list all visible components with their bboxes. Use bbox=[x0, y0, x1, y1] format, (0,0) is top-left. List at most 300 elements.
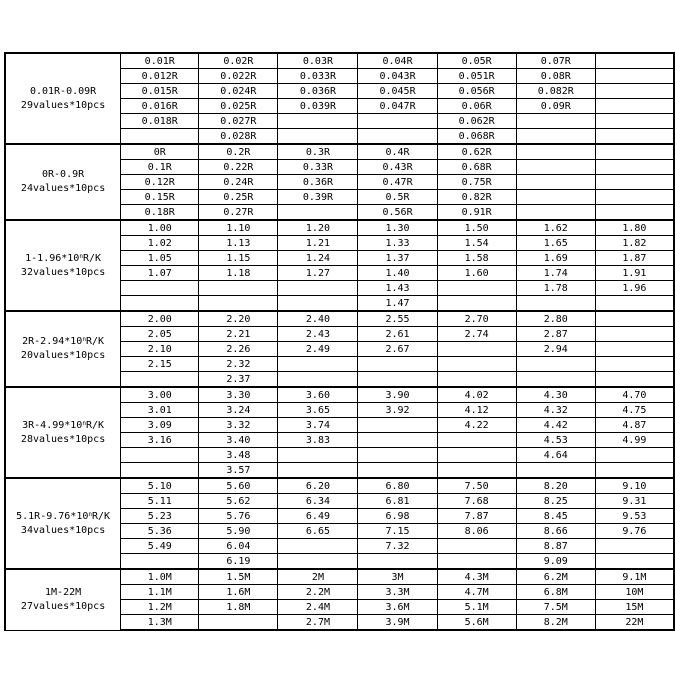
value-cell: 0.012R bbox=[121, 69, 199, 84]
value-cell bbox=[516, 463, 595, 479]
value-cell: 8.2M bbox=[516, 615, 595, 631]
value-cell: 5.90 bbox=[199, 524, 278, 539]
value-cell: 6.2M bbox=[516, 569, 595, 585]
value-cell: 0.03R bbox=[278, 53, 358, 69]
value-cell: 2.80 bbox=[516, 311, 595, 327]
value-cell: 8.25 bbox=[516, 494, 595, 509]
value-cell: 2M bbox=[278, 569, 358, 585]
value-cell: 0.08R bbox=[516, 69, 595, 84]
value-cell: 0.27R bbox=[199, 205, 278, 221]
value-cell bbox=[358, 554, 437, 570]
value-cell bbox=[595, 372, 674, 388]
value-cell: 0.027R bbox=[199, 114, 278, 129]
value-cell: 0.024R bbox=[199, 84, 278, 99]
value-cell: 1.69 bbox=[516, 251, 595, 266]
value-cell bbox=[595, 554, 674, 570]
value-cell: 0.62R bbox=[437, 144, 516, 160]
value-cell bbox=[516, 160, 595, 175]
value-cell: 7.68 bbox=[437, 494, 516, 509]
value-cell: 2.7M bbox=[278, 615, 358, 631]
value-cell bbox=[595, 160, 674, 175]
value-cell: 4.87 bbox=[595, 418, 674, 433]
group-label bbox=[5, 387, 121, 478]
value-cell: 7.15 bbox=[358, 524, 437, 539]
value-cell: 1.13 bbox=[199, 236, 278, 251]
value-cell: 0.062R bbox=[437, 114, 516, 129]
value-cell: 0.07R bbox=[516, 53, 595, 69]
value-cell: 3.90 bbox=[358, 387, 437, 403]
group-count-subtitle: 34values*10pcs bbox=[20, 524, 106, 536]
value-cell bbox=[516, 129, 595, 145]
value-cell: 6.65 bbox=[278, 524, 358, 539]
value-cell: 1.65 bbox=[516, 236, 595, 251]
value-cell: 1.74 bbox=[516, 266, 595, 281]
table-row bbox=[5, 569, 674, 585]
value-cell bbox=[278, 205, 358, 221]
value-cell bbox=[121, 296, 199, 312]
value-cell bbox=[595, 144, 674, 160]
table-row bbox=[5, 144, 674, 160]
value-cell bbox=[199, 281, 278, 296]
value-cell bbox=[595, 463, 674, 479]
value-cell bbox=[516, 296, 595, 312]
value-cell bbox=[358, 448, 437, 463]
value-cell bbox=[437, 463, 516, 479]
value-cell: 2.87 bbox=[516, 327, 595, 342]
value-cell: 3.65 bbox=[278, 403, 358, 418]
value-cell: 4.53 bbox=[516, 433, 595, 448]
value-cell: 0.68R bbox=[437, 160, 516, 175]
group-label bbox=[5, 569, 121, 630]
value-cell: 1.87 bbox=[595, 251, 674, 266]
group-label bbox=[5, 478, 121, 569]
value-cell: 5.76 bbox=[199, 509, 278, 524]
value-cell: 1.40 bbox=[358, 266, 437, 281]
value-cell: 4.70 bbox=[595, 387, 674, 403]
value-cell bbox=[358, 114, 437, 129]
value-cell: 5.23 bbox=[121, 509, 199, 524]
exponent-superscript: n bbox=[82, 336, 86, 343]
value-cell bbox=[595, 175, 674, 190]
group-label bbox=[5, 311, 121, 387]
value-cell: 0.045R bbox=[358, 84, 437, 99]
value-cell: 0.91R bbox=[437, 205, 516, 221]
value-cell: 0.82R bbox=[437, 190, 516, 205]
value-cell: 3.32 bbox=[199, 418, 278, 433]
value-cell: 0.033R bbox=[278, 69, 358, 84]
value-cell: 6.20 bbox=[278, 478, 358, 494]
value-cell: 8.45 bbox=[516, 509, 595, 524]
value-cell: 2.26 bbox=[199, 342, 278, 357]
value-cell: 0.036R bbox=[278, 84, 358, 99]
resistor-value-table bbox=[4, 52, 675, 631]
value-cell: 8.87 bbox=[516, 539, 595, 554]
value-cell: 2.37 bbox=[199, 372, 278, 388]
value-cell: 0.5R bbox=[358, 190, 437, 205]
value-cell: 0.015R bbox=[121, 84, 199, 99]
value-cell: 3.16 bbox=[121, 433, 199, 448]
value-cell bbox=[595, 69, 674, 84]
value-cell: 2.00 bbox=[121, 311, 199, 327]
value-cell: 8.06 bbox=[437, 524, 516, 539]
value-cell: 0.056R bbox=[437, 84, 516, 99]
value-cell: 1.60 bbox=[437, 266, 516, 281]
value-cell bbox=[278, 281, 358, 296]
value-cell: 1.07 bbox=[121, 266, 199, 281]
value-cell: 8.66 bbox=[516, 524, 595, 539]
value-cell: 5.60 bbox=[199, 478, 278, 494]
value-cell bbox=[278, 539, 358, 554]
value-cell: 1.47 bbox=[358, 296, 437, 312]
value-cell: 3.6M bbox=[358, 600, 437, 615]
value-cell: 4.75 bbox=[595, 403, 674, 418]
value-cell: 0.018R bbox=[121, 114, 199, 129]
value-cell: 0.1R bbox=[121, 160, 199, 175]
value-cell: 0.047R bbox=[358, 99, 437, 114]
value-cell: 4.7M bbox=[437, 585, 516, 600]
value-cell: 4.22 bbox=[437, 418, 516, 433]
value-cell: 9.76 bbox=[595, 524, 674, 539]
value-cell: 1.1M bbox=[121, 585, 199, 600]
value-cell: 0.36R bbox=[278, 175, 358, 190]
value-cell bbox=[199, 296, 278, 312]
value-cell bbox=[595, 342, 674, 357]
value-cell: 0.4R bbox=[358, 144, 437, 160]
group-label bbox=[5, 220, 121, 311]
value-cell: 1.5M bbox=[199, 569, 278, 585]
value-cell: 2.05 bbox=[121, 327, 199, 342]
value-cell bbox=[121, 129, 199, 145]
value-cell: 0.33R bbox=[278, 160, 358, 175]
value-cell: 0.75R bbox=[437, 175, 516, 190]
table-row bbox=[5, 478, 674, 494]
value-cell: 0.02R bbox=[199, 53, 278, 69]
value-cell: 9.09 bbox=[516, 554, 595, 570]
value-cell: 1.82 bbox=[595, 236, 674, 251]
group-range-title: 2R-2.94*10$^n$R/K bbox=[22, 336, 105, 347]
value-cell: 1.00 bbox=[121, 220, 199, 236]
value-cell bbox=[595, 357, 674, 372]
value-cell: 2.49 bbox=[278, 342, 358, 357]
table-row bbox=[5, 53, 674, 69]
value-cell: 0.01R bbox=[121, 53, 199, 69]
group-count-subtitle: 28values*10pcs bbox=[20, 433, 106, 445]
value-cell: 3.40 bbox=[199, 433, 278, 448]
value-cell: 4.42 bbox=[516, 418, 595, 433]
value-cell: 2.67 bbox=[358, 342, 437, 357]
group-count-subtitle: 27values*10pcs bbox=[20, 600, 106, 612]
value-cell: 4.99 bbox=[595, 433, 674, 448]
value-cell: 1.24 bbox=[278, 251, 358, 266]
value-cell: 1.58 bbox=[437, 251, 516, 266]
value-cell: 1.78 bbox=[516, 281, 595, 296]
group-range-title: 3R-4.99*10$^n$R/K bbox=[22, 419, 105, 431]
exponent-superscript: n bbox=[88, 510, 92, 518]
value-cell bbox=[516, 357, 595, 372]
value-cell bbox=[516, 175, 595, 190]
value-cell: 4.3M bbox=[437, 569, 516, 585]
value-cell: 4.32 bbox=[516, 403, 595, 418]
value-cell: 0.22R bbox=[199, 160, 278, 175]
exponent-superscript: n bbox=[82, 419, 86, 427]
group-range-title: 0.01R-0.09R bbox=[29, 85, 97, 97]
value-cell bbox=[516, 190, 595, 205]
value-cell: 2.32 bbox=[199, 357, 278, 372]
value-cell: 3.00 bbox=[121, 387, 199, 403]
value-cell bbox=[358, 129, 437, 145]
value-cell: 3.3M bbox=[358, 585, 437, 600]
value-cell bbox=[278, 114, 358, 129]
value-cell: 3.57 bbox=[199, 463, 278, 479]
value-cell: 1.27 bbox=[278, 266, 358, 281]
value-cell: 1.2M bbox=[121, 600, 199, 615]
value-cell: 2.15 bbox=[121, 357, 199, 372]
value-cell bbox=[595, 99, 674, 114]
value-cell bbox=[595, 114, 674, 129]
value-cell bbox=[278, 357, 358, 372]
value-cell: 0.56R bbox=[358, 205, 437, 221]
value-cell: 1.62 bbox=[516, 220, 595, 236]
value-cell: 7.87 bbox=[437, 509, 516, 524]
value-cell: 0.082R bbox=[516, 84, 595, 99]
value-cell: 6.98 bbox=[358, 509, 437, 524]
value-cell: 10M bbox=[595, 585, 674, 600]
value-cell: 0.068R bbox=[437, 129, 516, 145]
value-cell: 5.62 bbox=[199, 494, 278, 509]
value-cell: 0.039R bbox=[278, 99, 358, 114]
value-cell bbox=[595, 53, 674, 69]
table-row bbox=[5, 220, 674, 236]
value-cell: 4.64 bbox=[516, 448, 595, 463]
value-cell bbox=[278, 129, 358, 145]
value-cell: 3.48 bbox=[199, 448, 278, 463]
value-cell: 0R bbox=[121, 144, 199, 160]
value-cell: 8.20 bbox=[516, 478, 595, 494]
value-cell bbox=[516, 114, 595, 129]
value-cell: 0.15R bbox=[121, 190, 199, 205]
value-cell bbox=[595, 448, 674, 463]
value-cell bbox=[121, 463, 199, 479]
value-cell bbox=[437, 539, 516, 554]
value-cell: 2.61 bbox=[358, 327, 437, 342]
value-cell: 9.31 bbox=[595, 494, 674, 509]
value-cell: 5.36 bbox=[121, 524, 199, 539]
value-cell: 0.051R bbox=[437, 69, 516, 84]
value-cell: 2.2M bbox=[278, 585, 358, 600]
value-cell: 5.11 bbox=[121, 494, 199, 509]
value-cell bbox=[358, 433, 437, 448]
value-cell: 5.6M bbox=[437, 615, 516, 631]
value-cell: 4.30 bbox=[516, 387, 595, 403]
value-cell: 1.33 bbox=[358, 236, 437, 251]
value-cell bbox=[437, 357, 516, 372]
value-cell bbox=[358, 372, 437, 388]
value-cell: 3.24 bbox=[199, 403, 278, 418]
value-cell bbox=[595, 327, 674, 342]
value-cell bbox=[595, 311, 674, 327]
group-range-title: 1-1.96*10$^n$R/K bbox=[25, 252, 102, 264]
value-cell bbox=[121, 554, 199, 570]
value-cell: 1.54 bbox=[437, 236, 516, 251]
value-cell: 3.30 bbox=[199, 387, 278, 403]
value-cell bbox=[278, 448, 358, 463]
value-cell: 2.10 bbox=[121, 342, 199, 357]
value-cell bbox=[358, 357, 437, 372]
value-cell: 0.39R bbox=[278, 190, 358, 205]
value-cell: 2.94 bbox=[516, 342, 595, 357]
value-cell: 0.43R bbox=[358, 160, 437, 175]
value-cell: 6.80 bbox=[358, 478, 437, 494]
value-cell: 1.96 bbox=[595, 281, 674, 296]
value-cell: 1.0M bbox=[121, 569, 199, 585]
value-cell: 5.10 bbox=[121, 478, 199, 494]
value-cell: 1.02 bbox=[121, 236, 199, 251]
value-cell: 2.70 bbox=[437, 311, 516, 327]
value-cell bbox=[516, 372, 595, 388]
value-cell bbox=[437, 554, 516, 570]
value-cell: 15M bbox=[595, 600, 674, 615]
value-cell: 1.18 bbox=[199, 266, 278, 281]
value-cell: 2.55 bbox=[358, 311, 437, 327]
group-range-title: 1M-22M bbox=[45, 586, 82, 598]
value-cell bbox=[595, 296, 674, 312]
value-cell: 1.37 bbox=[358, 251, 437, 266]
value-cell: 1.50 bbox=[437, 220, 516, 236]
value-cell: 2.74 bbox=[437, 327, 516, 342]
value-cell: 3.09 bbox=[121, 418, 199, 433]
value-cell: 0.18R bbox=[121, 205, 199, 221]
value-cell: 1.05 bbox=[121, 251, 199, 266]
group-label bbox=[5, 53, 121, 144]
value-cell: 9.1M bbox=[595, 569, 674, 585]
value-cell: 0.06R bbox=[437, 99, 516, 114]
value-cell: 7.5M bbox=[516, 600, 595, 615]
value-cell: 9.10 bbox=[595, 478, 674, 494]
value-cell: 0.47R bbox=[358, 175, 437, 190]
value-cell: 1.3M bbox=[121, 615, 199, 631]
value-cell: 7.32 bbox=[358, 539, 437, 554]
value-cell: 0.09R bbox=[516, 99, 595, 114]
value-cell bbox=[595, 539, 674, 554]
value-cell: 3.83 bbox=[278, 433, 358, 448]
value-cell bbox=[121, 281, 199, 296]
value-cell: 3.74 bbox=[278, 418, 358, 433]
group-range-title: 0R-0.9R bbox=[42, 169, 85, 180]
value-cell: 6.04 bbox=[199, 539, 278, 554]
value-cell bbox=[199, 615, 278, 631]
value-cell: 1.8M bbox=[199, 600, 278, 615]
value-cell bbox=[516, 205, 595, 221]
value-cell: 0.25R bbox=[199, 190, 278, 205]
value-cell: 4.12 bbox=[437, 403, 516, 418]
value-cell: 6.49 bbox=[278, 509, 358, 524]
value-cell bbox=[437, 296, 516, 312]
value-cell: 3.01 bbox=[121, 403, 199, 418]
value-cell: 2.20 bbox=[199, 311, 278, 327]
value-cell: 0.04R bbox=[358, 53, 437, 69]
value-cell: 2.4M bbox=[278, 600, 358, 615]
group-label bbox=[5, 144, 121, 220]
value-cell bbox=[121, 448, 199, 463]
table-row bbox=[5, 387, 674, 403]
value-cell: 0.3R bbox=[278, 144, 358, 160]
table-body bbox=[5, 53, 674, 630]
value-cell: 2.40 bbox=[278, 311, 358, 327]
value-cell: 1.6M bbox=[199, 585, 278, 600]
value-cell bbox=[278, 372, 358, 388]
group-count-subtitle: 20values*10pcs bbox=[20, 350, 106, 361]
value-cell: 1.15 bbox=[199, 251, 278, 266]
value-cell: 1.30 bbox=[358, 220, 437, 236]
value-cell: 1.43 bbox=[358, 281, 437, 296]
value-cell: 9.53 bbox=[595, 509, 674, 524]
value-cell: 5.1M bbox=[437, 600, 516, 615]
value-cell bbox=[595, 190, 674, 205]
value-cell bbox=[278, 554, 358, 570]
group-count-subtitle: 32values*10pcs bbox=[20, 266, 106, 278]
value-cell bbox=[595, 84, 674, 99]
value-cell: 6.81 bbox=[358, 494, 437, 509]
value-cell bbox=[121, 372, 199, 388]
value-cell: 0.05R bbox=[437, 53, 516, 69]
value-cell: 0.028R bbox=[199, 129, 278, 145]
value-cell: 0.24R bbox=[199, 175, 278, 190]
value-cell: 0.12R bbox=[121, 175, 199, 190]
value-cell: 0.2R bbox=[199, 144, 278, 160]
value-cell: 5.49 bbox=[121, 539, 199, 554]
value-cell: 1.21 bbox=[278, 236, 358, 251]
value-cell bbox=[437, 448, 516, 463]
value-cell: 0.016R bbox=[121, 99, 199, 114]
value-cell: 6.19 bbox=[199, 554, 278, 570]
exponent-superscript: n bbox=[79, 252, 83, 260]
value-cell: 7.50 bbox=[437, 478, 516, 494]
value-cell bbox=[437, 372, 516, 388]
value-cell: 1.10 bbox=[199, 220, 278, 236]
value-cell bbox=[358, 418, 437, 433]
value-cell: 0.025R bbox=[199, 99, 278, 114]
value-cell bbox=[595, 205, 674, 221]
group-range-title: 5.1R-9.76*10$^n$R/K bbox=[16, 510, 111, 522]
value-cell bbox=[437, 342, 516, 357]
value-cell: 0.022R bbox=[199, 69, 278, 84]
value-cell: 6.8M bbox=[516, 585, 595, 600]
value-cell: 2.21 bbox=[199, 327, 278, 342]
value-cell: 3.9M bbox=[358, 615, 437, 631]
value-cell: 2.43 bbox=[278, 327, 358, 342]
value-cell: 4.02 bbox=[437, 387, 516, 403]
value-cell bbox=[516, 144, 595, 160]
value-cell bbox=[358, 463, 437, 479]
value-cell: 1.20 bbox=[278, 220, 358, 236]
value-cell: 1.91 bbox=[595, 266, 674, 281]
value-cell: 1.80 bbox=[595, 220, 674, 236]
group-count-subtitle: 29values*10pcs bbox=[20, 99, 106, 111]
value-cell: 22M bbox=[595, 615, 674, 631]
value-cell: 3.92 bbox=[358, 403, 437, 418]
value-cell bbox=[437, 281, 516, 296]
value-cell bbox=[278, 463, 358, 479]
value-cell bbox=[278, 296, 358, 312]
table-row bbox=[5, 311, 674, 327]
value-cell bbox=[595, 129, 674, 145]
value-cell bbox=[437, 433, 516, 448]
value-cell: 6.34 bbox=[278, 494, 358, 509]
value-cell: 3M bbox=[358, 569, 437, 585]
value-cell: 3.60 bbox=[278, 387, 358, 403]
value-cell: 0.043R bbox=[358, 69, 437, 84]
group-count-subtitle: 24values*10pcs bbox=[20, 183, 106, 194]
